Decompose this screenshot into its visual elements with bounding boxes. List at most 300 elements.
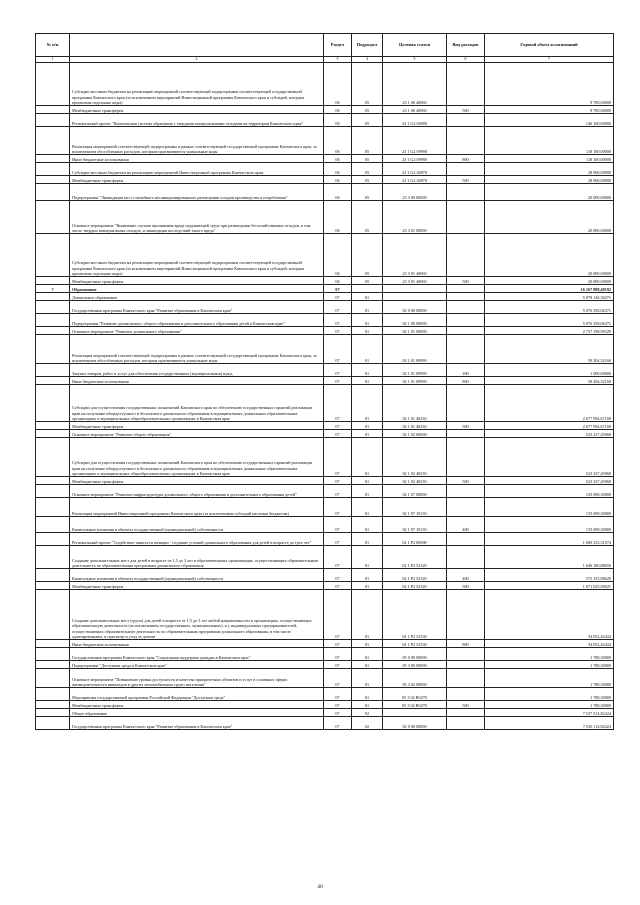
cell-name: Межбюджетные трансферты — [70, 106, 324, 114]
cell-csr: 05 3 02 00000 — [383, 669, 447, 688]
cell-vr — [447, 498, 485, 517]
cell-sum: 118 100,00000 — [485, 127, 614, 155]
cell-name: Подпрограмма "Доступная среда в Камчатском крае" — [70, 661, 324, 669]
cell-csr: 02 1 P2 52320 — [383, 569, 447, 582]
cell-podrazdel: 01 — [352, 533, 383, 546]
cell-num — [36, 582, 70, 590]
cell-podrazdel: 01 — [352, 640, 383, 648]
cell-vr: 400 — [447, 517, 485, 533]
cell-razdel: 07 — [324, 709, 352, 717]
cell-sum: 1 788,30000 — [485, 688, 614, 701]
cell-razdel: 07 — [324, 314, 352, 327]
cell-name: Основное мероприятие "Развитие дошкольного образования" — [70, 327, 324, 335]
cell-sum: 2 677 994,67169 — [485, 422, 614, 430]
cell-razdel: 06 — [324, 106, 352, 114]
cell-num — [36, 517, 70, 533]
cell-csr: 02 1 01 40230 — [383, 422, 447, 430]
cell-sum: 135 698,30000 — [485, 498, 614, 517]
cell-name: Субсидии для осуществления государственных полномочий Камчатского края по обеспечению государственных гарантий реализации прав на получение общедоступного и бесплатного дошкольного образования в муниципальных дошкольных образовательных организациях и муниципальных общеобразовательных организациях в Камчатском крае — [70, 438, 324, 477]
cell-name: Субсидии местным бюджетам на реализацию мероприятий соответствующей подпрограммы соответствующей государственной программы Камчатского края (за исключением мероприятий Инвестиционной программы Камчатского края и субсидий, которым присвоены отдельные коды) — [70, 234, 324, 277]
cell-csr: 02 1 01 09990 — [383, 335, 447, 364]
cell-csr: 02 0 00 00000 — [383, 717, 447, 730]
cell-name: Государственная программа Камчатского края "Развитие образования в Камчатском крае" — [70, 717, 324, 730]
cell-podrazdel: 01 — [352, 422, 383, 430]
table-row — [36, 422, 614, 430]
header-num: № п/п — [36, 34, 70, 57]
cell-podrazdel: 01 — [352, 301, 383, 314]
cell-razdel: 07 — [324, 546, 352, 569]
cell-podrazdel: 01 — [352, 385, 383, 422]
cell-num — [36, 590, 70, 640]
cell-sum: 1 788,30000 — [485, 701, 614, 709]
cell-razdel: 07 — [324, 669, 352, 688]
cell-num — [36, 377, 70, 385]
table-row — [36, 155, 614, 163]
cell-name: Основное мероприятие "Развитие инфраструктуры дошкольного, общего образования и дополнительного образования детей" — [70, 485, 324, 498]
cell-csr — [383, 709, 447, 717]
cell-num — [36, 63, 70, 106]
cell-name: Межбюджетные трансферты — [70, 477, 324, 485]
cell-csr: 05 3 00 00000 — [383, 661, 447, 669]
cell-num — [36, 688, 70, 701]
cell-razdel: 06 — [324, 234, 352, 277]
cell-podrazdel: 01 — [352, 590, 383, 640]
cell-name: Основное мероприятие "Развитие общего образования" — [70, 430, 324, 438]
table-row — [36, 640, 614, 648]
cell-podrazdel: 05 — [352, 106, 383, 114]
cell-num — [36, 314, 70, 327]
cell-razdel: 07 — [324, 590, 352, 640]
cell-vr — [447, 438, 485, 477]
cell-podrazdel: 05 — [352, 201, 383, 234]
cell-name: Создание дополнительных мест (групп) для детей в возрасте от 1,5 до 3 лет любой направленности в организациях, осуществляющих образовательную деятельность (за исключением государственных, муниципальных), и у индивидуальных предпринимателей, осуществляющих образовательную деятельность по образовательным программам дошкольного образования, в том числе адаптированным, и присмотр и уход за детьми — [70, 590, 324, 640]
cell-razdel: 06 — [324, 155, 352, 163]
cell-razdel: 06 — [324, 277, 352, 285]
table-row — [36, 648, 614, 661]
cell-sum: 118 100,00000 — [485, 155, 614, 163]
cell-csr: 02 1 07 10130 — [383, 517, 447, 533]
cell-vr — [447, 485, 485, 498]
cell-name: Реализация мероприятий соответствующей подпрограммы в рамках соответствующей государственной программы Камчатского края, за исключением обособленных расходов, которым присваиваются уникальные коды — [70, 127, 324, 155]
cell-sum: 523 237,45968 — [485, 477, 614, 485]
cell-num — [36, 661, 70, 669]
cell-sum: 59 204,32160 — [485, 335, 614, 364]
cell-num — [36, 533, 70, 546]
table-row — [36, 709, 614, 717]
cell-vr — [447, 385, 485, 422]
cell-num — [36, 335, 70, 364]
cell-sum: 34 052,42424 — [485, 590, 614, 640]
cell-csr: 23 3 00 00000 — [383, 184, 447, 201]
cell-sum: 1 680 233,31074 — [485, 533, 614, 546]
cell-name: Подпрограмма "Развитие дошкольного, общего образования и дополнительного образования детей в Камчатском крае" — [70, 314, 324, 327]
cell-csr: 02 0 00 00000 — [383, 301, 447, 314]
cell-podrazdel: 01 — [352, 517, 383, 533]
cell-name: Закупка товаров, работ и услуг для обеспечения государственных (муниципальных) нужд — [70, 364, 324, 377]
cell-csr: 02 1 00 00000 — [383, 314, 447, 327]
cell-razdel: 06 — [324, 114, 352, 127]
table-row — [36, 661, 614, 669]
cell-csr: 23 1 G2 09990 — [383, 127, 447, 155]
cell-vr — [447, 234, 485, 277]
cell-vr: 500 — [447, 176, 485, 184]
cell-name: Дошкольное образование — [70, 293, 324, 301]
table-row — [36, 582, 614, 590]
cell-razdel: 07 — [324, 477, 352, 485]
cell-vr: 500 — [447, 477, 485, 485]
cell-vr — [447, 184, 485, 201]
cell-podrazdel: 02 — [352, 717, 383, 730]
cell-podrazdel: 05 — [352, 155, 383, 163]
cell-name: Основное мероприятие "Повышение уровня доступности и качества приоритетных объектов и услуг в основных сферах жизнедеятельности инвалидов и других маломобильных групп населения" — [70, 669, 324, 688]
cell-vr — [447, 293, 485, 301]
cell-vr: 800 — [447, 377, 485, 385]
cell-csr — [383, 293, 447, 301]
cell-razdel: 07 — [324, 377, 352, 385]
cell-vr: 400 — [447, 569, 485, 582]
cell-razdel: 07 — [324, 533, 352, 546]
table-row — [36, 335, 614, 364]
cell-csr: 23 1 G2 00000 — [383, 114, 447, 127]
cell-name: Межбюджетные трансферты — [70, 422, 324, 430]
table-row — [36, 277, 614, 285]
cell-vr: 200 — [447, 364, 485, 377]
cell-name: Региональный проект "Комплексная система обращения с твердыми коммунальными отходами на территории Камчатского края" — [70, 114, 324, 127]
cell-razdel: 06 — [324, 63, 352, 106]
cell-sum: 135 698,30000 — [485, 517, 614, 533]
cell-podrazdel: 01 — [352, 438, 383, 477]
table-row — [36, 385, 614, 422]
cell-csr: 23 1 G2 09990 — [383, 155, 447, 163]
table-row — [36, 234, 614, 277]
cell-sum: 9 700,00000 — [485, 106, 614, 114]
cell-podrazdel: 01 — [352, 327, 383, 335]
cell-podrazdel: 05 — [352, 127, 383, 155]
cell-vr: 500 — [447, 582, 485, 590]
cell-num: 7 — [36, 285, 70, 293]
table-row — [36, 364, 614, 377]
cell-csr: 02 1 01 00000 — [383, 327, 447, 335]
cell-csr: 02 1 P2 52530 — [383, 640, 447, 648]
cell-vr — [447, 114, 485, 127]
cell-vr: 800 — [447, 640, 485, 648]
cell-csr: 02 1 P2 52320 — [383, 546, 447, 569]
cell-name: Субсидии местным бюджетам на реализацию мероприятий Инвестиционной программы Камчатского края — [70, 163, 324, 176]
cell-razdel: 07 — [324, 385, 352, 422]
cell-razdel: 07 — [324, 422, 352, 430]
cell-podrazdel: 01 — [352, 648, 383, 661]
column-number: 3 — [324, 57, 352, 63]
cell-vr — [447, 335, 485, 364]
cell-razdel: 07 — [324, 648, 352, 661]
cell-num — [36, 385, 70, 422]
column-number: 7 — [485, 57, 614, 63]
cell-name: Субсидии для осуществления государственных полномочий Камчатского края по обеспечению государственных гарантий реализации прав на получение общедоступного и бесплатного дошкольного образования в муниципальных дошкольных образовательных организациях и муниципальных общеобразовательных организациях в Камчатском крае — [70, 385, 324, 422]
cell-sum: 28 000,00000 — [485, 176, 614, 184]
cell-razdel: 07 — [324, 688, 352, 701]
cell-num — [36, 114, 70, 127]
cell-csr: 23 1 06 40060 — [383, 63, 447, 106]
table-row — [36, 498, 614, 517]
cell-num — [36, 293, 70, 301]
cell-csr: 02 1 P2 00000 — [383, 533, 447, 546]
table-row — [36, 127, 614, 155]
cell-sum: 146 100,00000 — [485, 114, 614, 127]
cell-razdel: 06 — [324, 201, 352, 234]
cell-podrazdel: 01 — [352, 546, 383, 569]
page-number: 40 — [317, 884, 323, 890]
column-number: 4 — [352, 57, 383, 63]
cell-name: Мероприятия государственной программы Российской Федерации "Доступная среда" — [70, 688, 324, 701]
budget-table — [35, 33, 614, 730]
cell-vr — [447, 669, 485, 688]
table-row — [36, 285, 614, 293]
cell-sum: 135 698,30000 — [485, 485, 614, 498]
cell-podrazdel: 01 — [352, 485, 383, 498]
cell-num — [36, 176, 70, 184]
cell-vr — [447, 717, 485, 730]
cell-vr: 500 — [447, 701, 485, 709]
cell-vr — [447, 201, 485, 234]
cell-csr: 23 1 G2 40070 — [383, 163, 447, 176]
cell-podrazdel: 05 — [352, 184, 383, 201]
cell-name: Общее образование — [70, 709, 324, 717]
header-razdel: Раздел — [324, 34, 352, 57]
table-row — [36, 114, 614, 127]
cell-razdel: 07 — [324, 364, 352, 377]
cell-sum: 1 646 180,88650 — [485, 546, 614, 569]
cell-name: Межбюджетные трансферты — [70, 277, 324, 285]
table-row — [36, 688, 614, 701]
cell-num — [36, 127, 70, 155]
cell-razdel: 07 — [324, 717, 352, 730]
table-row — [36, 590, 614, 640]
header-sum: Годовой объем ассигнований — [485, 34, 614, 57]
table-row — [36, 430, 614, 438]
cell-sum: 523 237,45968 — [485, 430, 614, 438]
table-row — [36, 517, 614, 533]
cell-name: Капитальные вложения в объекты государственной (муниципальной) собственности — [70, 569, 324, 582]
cell-sum: 1 000,00000 — [485, 364, 614, 377]
cell-sum: 20 000,00000 — [485, 234, 614, 277]
cell-name: Подпрограмма "Ликвидация мест стихийного несанкционированного размещения отходов производства и потребления" — [70, 184, 324, 201]
table-row — [36, 701, 614, 709]
cell-razdel: 07 — [324, 640, 352, 648]
cell-podrazdel: 05 — [352, 234, 383, 277]
cell-podrazdel: 05 — [352, 163, 383, 176]
cell-csr: 02 1 02 40230 — [383, 477, 447, 485]
table-row — [36, 184, 614, 201]
cell-razdel: 07 — [324, 582, 352, 590]
cell-csr: 23 3 01 00000 — [383, 201, 447, 234]
cell-vr — [447, 285, 485, 293]
cell-podrazdel: 05 — [352, 114, 383, 127]
cell-name: Субсидии местным бюджетам на реализацию мероприятий соответствующей подпрограммы соответствующей государственной программы Камчатского края (за исключением мероприятий Инвестиционной программы Камчатского края и субсидий, которым присвоены отдельные коды) — [70, 63, 324, 106]
cell-csr — [383, 285, 447, 293]
cell-sum: 2 737 198,99329 — [485, 327, 614, 335]
header-podrazdel: Подраздел — [352, 34, 383, 57]
cell-num — [36, 498, 70, 517]
table-row — [36, 477, 614, 485]
cell-podrazdel: 05 — [352, 176, 383, 184]
cell-num — [36, 364, 70, 377]
cell-sum: 5 076 358,06371 — [485, 301, 614, 314]
table-row — [36, 106, 614, 114]
table-row — [36, 546, 614, 569]
table-row — [36, 201, 614, 234]
table-row — [36, 377, 614, 385]
cell-podrazdel: 01 — [352, 669, 383, 688]
cell-razdel: 07 — [324, 701, 352, 709]
cell-razdel: 07 — [324, 301, 352, 314]
table-row — [36, 314, 614, 327]
cell-sum: 1 788,30000 — [485, 669, 614, 688]
cell-vr — [447, 327, 485, 335]
cell-podrazdel: 05 — [352, 277, 383, 285]
cell-razdel: 06 — [324, 176, 352, 184]
column-number: 6 — [447, 57, 485, 63]
cell-sum: 58 204,32160 — [485, 377, 614, 385]
cell-name: Иные бюджетные ассигнования — [70, 155, 324, 163]
cell-name: Межбюджетные трансферты — [70, 701, 324, 709]
cell-sum: 20 000,00000 — [485, 201, 614, 234]
cell-name: Региональный проект "Содействие занятости женщин - создание условий дошкольного образования для детей в возрасте до трех лет" — [70, 533, 324, 546]
cell-podrazdel: 01 — [352, 498, 383, 517]
cell-razdel: 07 — [324, 569, 352, 582]
cell-num — [36, 709, 70, 717]
cell-name: Межбюджетные трансферты — [70, 582, 324, 590]
cell-razdel: 07 — [324, 285, 352, 293]
cell-razdel: 07 — [324, 438, 352, 477]
cell-sum: 5 076 358,06371 — [485, 314, 614, 327]
cell-num — [36, 201, 70, 234]
cell-vr — [447, 546, 485, 569]
cell-name: Капитальные вложения в объекты государственной (муниципальной) собственности — [70, 517, 324, 533]
cell-name: Межбюджетные трансферты — [70, 176, 324, 184]
cell-num — [36, 163, 70, 176]
cell-sum: 20 000,00000 — [485, 277, 614, 285]
cell-podrazdel: 01 — [352, 661, 383, 669]
header-csr: Целевая статья — [383, 34, 447, 57]
cell-csr: 05 3 02 R0270 — [383, 688, 447, 701]
cell-vr — [447, 63, 485, 106]
cell-name: Реализация мероприятий Инвестиционной программы Камчатского края (за исключением субсидий местным бюджетам) — [70, 498, 324, 517]
cell-name: Создание дополнительных мест для детей в возрасте от 1,5 до 3 лет в образовательных организациях, осуществляющих образовательную деятельность по образовательным программам дошкольного образования — [70, 546, 324, 569]
cell-sum: 20 000,00000 — [485, 184, 614, 201]
cell-name: Иные бюджетные ассигнования — [70, 377, 324, 385]
cell-podrazdel: 02 — [352, 709, 383, 717]
cell-sum: 28 000,00000 — [485, 163, 614, 176]
cell-vr — [447, 688, 485, 701]
cell-razdel: 07 — [324, 517, 352, 533]
cell-razdel: 07 — [324, 430, 352, 438]
cell-podrazdel: 01 — [352, 335, 383, 364]
cell-vr — [447, 430, 485, 438]
cell-num — [36, 155, 70, 163]
header-name — [70, 34, 324, 57]
cell-csr: 02 1 01 40230 — [383, 385, 447, 422]
cell-razdel: 07 — [324, 335, 352, 364]
cell-vr — [447, 533, 485, 546]
cell-csr: 23 3 01 40060 — [383, 234, 447, 277]
cell-csr: 05 3 02 R0270 — [383, 701, 447, 709]
column-number: 2 — [70, 57, 324, 63]
cell-vr — [447, 301, 485, 314]
table-body — [36, 63, 614, 730]
table-row — [36, 63, 614, 106]
cell-vr — [447, 127, 485, 155]
cell-sum: 523 237,45968 — [485, 438, 614, 477]
cell-csr: 02 1 01 09990 — [383, 377, 447, 385]
cell-vr: 800 — [447, 155, 485, 163]
cell-name: Государственная программа Камчатского края "Развитие образования в Камчатском крае" — [70, 301, 324, 314]
table-row — [36, 293, 614, 301]
cell-name: Образование — [70, 285, 324, 293]
cell-vr — [447, 163, 485, 176]
cell-name: Иные бюджетные ассигнования — [70, 640, 324, 648]
table-row — [36, 163, 614, 176]
cell-num — [36, 327, 70, 335]
table-row — [36, 533, 614, 546]
cell-num — [36, 234, 70, 277]
cell-sum: 16 167 888,49192 — [485, 285, 614, 293]
cell-num — [36, 184, 70, 201]
cell-num — [36, 301, 70, 314]
cell-podrazdel: 01 — [352, 293, 383, 301]
header-vr: Вид расходов — [447, 34, 485, 57]
cell-podrazdel: 01 — [352, 430, 383, 438]
cell-csr: 02 1 P2 52530 — [383, 590, 447, 640]
cell-csr: 02 1 02 00000 — [383, 430, 447, 438]
cell-num — [36, 106, 70, 114]
cell-num — [36, 569, 70, 582]
cell-name: Реализация мероприятий соответствующей подпрограммы в рамках соответствующей государственной программы Камчатского края, за исключением обособленных расходов, которым присваиваются уникальные коды — [70, 335, 324, 364]
cell-sum: 7 536 114,82424 — [485, 717, 614, 730]
cell-csr: 23 3 01 40060 — [383, 277, 447, 285]
cell-num — [36, 438, 70, 477]
cell-sum: 34 052,42424 — [485, 640, 614, 648]
cell-csr: 02 1 07 00000 — [383, 485, 447, 498]
cell-csr: 23 1 06 40060 — [383, 106, 447, 114]
cell-vr: 500 — [447, 106, 485, 114]
cell-podrazdel: 01 — [352, 569, 383, 582]
table-row — [36, 569, 614, 582]
cell-vr — [447, 648, 485, 661]
cell-razdel: 06 — [324, 163, 352, 176]
cell-sum: 1 788,30000 — [485, 648, 614, 661]
table-row — [36, 301, 614, 314]
cell-name: Государственная программа Камчатского края "Социальная поддержка граждан в Камчатском крае" — [70, 648, 324, 661]
cell-podrazdel: 01 — [352, 477, 383, 485]
cell-num — [36, 422, 70, 430]
cell-razdel: 07 — [324, 485, 352, 498]
cell-csr: 05 0 00 00000 — [383, 648, 447, 661]
cell-num — [36, 648, 70, 661]
table-row — [36, 717, 614, 730]
cell-vr — [447, 709, 485, 717]
column-number: 5 — [383, 57, 447, 63]
cell-sum: 9 700,00000 — [485, 63, 614, 106]
cell-csr: 23 1 G2 40070 — [383, 176, 447, 184]
cell-podrazdel: 01 — [352, 377, 383, 385]
cell-razdel: 07 — [324, 327, 352, 335]
cell-csr: 02 1 01 09990 — [383, 364, 447, 377]
table-row — [36, 669, 614, 688]
table-row — [36, 176, 614, 184]
cell-name: Основное мероприятие "Выявление случаев причинения вреда окружающей среде при размещении бесхозяйственных отходов, в том числе твердых коммунальных отходов, и ликвидация последствий такого вреда" — [70, 201, 324, 234]
cell-sum: 7 537 514,82424 — [485, 709, 614, 717]
cell-podrazdel: 01 — [352, 314, 383, 327]
